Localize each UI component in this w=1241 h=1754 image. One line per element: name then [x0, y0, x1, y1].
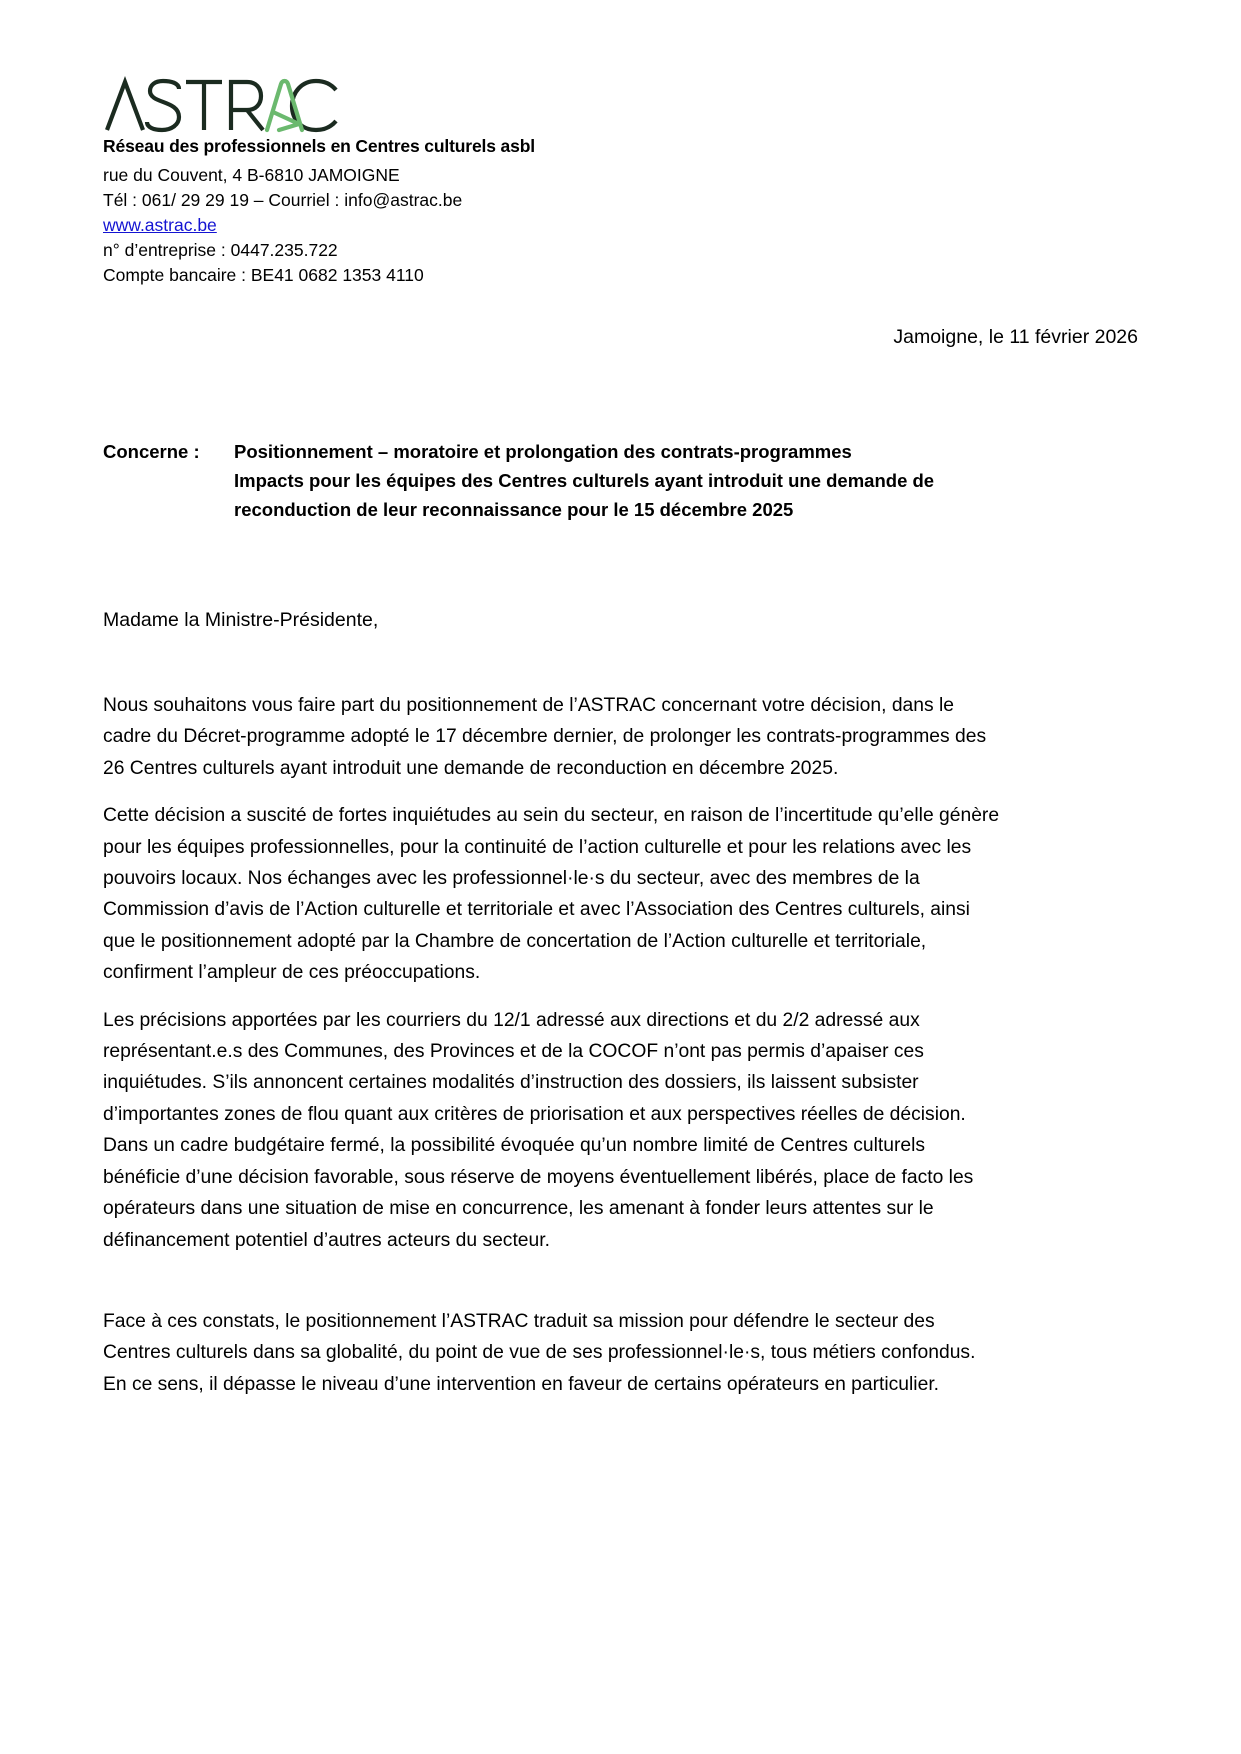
organization-tagline: Réseau des professionnels en Centres culturels asbl	[103, 136, 535, 156]
body-paragraph-2: Cette décision a suscité de fortes inquiétudes au sein du secteur, en raison de l’incertitude qu’elle génère pour les équipes professionnelles, pour la continuité de l’action culturelle et pour les relations avec les pouvoirs locaux. Nos échanges avec les professionnel·le·s du secteur, avec des membres de la Commission d’avis de l’Action culturelle et territoriale et avec l’Association des Centres culturels, ainsi que le positionnement adopté par la Chambre de concertation de l’Action culturelle et territoriale, confirment l’ampleur de ces préoccupations.	[103, 805, 1000, 984]
astrac-logo-icon	[103, 72, 343, 134]
salutation: Madame la Ministre-Présidente,	[103, 609, 379, 631]
website-link[interactable]: www.astrac.be	[103, 215, 217, 235]
subject-label: Concerne :	[103, 441, 200, 462]
website-link-row	[103, 213, 863, 238]
enterprise-number: n° d’entreprise : 0447.235.722	[103, 240, 338, 260]
subject-line-1: Positionnement – moratoire et prolongation des contrats-programmes	[234, 441, 852, 462]
subject-row	[103, 438, 1138, 525]
letterhead	[103, 72, 863, 288]
letter-body	[103, 690, 1001, 1416]
astrac-logo	[103, 72, 863, 134]
date-line: Jamoigne, le 11 février 2026	[893, 326, 1138, 348]
bank-account: Compte bancaire : BE41 0682 1353 4110	[103, 265, 424, 285]
body-paragraph-1: Nous souhaitons vous faire part du positionnement de l’ASTRAC concernant votre décision, dans le cadre du Décret-programme adopté le 17 décembre dernier, de prolonger les contrats-programmes des 26 Centres culturels ayant introduit une demande de reconduction en décembre 2025.	[103, 695, 987, 779]
body-paragraph-3: Les précisions apportées par les courriers du 12/1 adressé aux directions et du 2/2 adressé aux représentant.e.s des Communes, des Provinces et de la COCOF n’ont pas permis d’apaiser ces inquiétudes. S’ils annoncent certaines modalités d’instruction des dossiers, ils laissent subsister d’importantes zones de flou quant aux critères de priorisation et aux perspectives réelles de décision. Dans un cadre budgétaire fermé, la possibilité évoquée qu’un nombre limité de Centres culturels bénéficie d’une décision favorable, sous réserve de moyens éventuellement libérés, place de facto les opérateurs dans une situation de mise en concurrence, les amenant à fonder leurs attentes sur le définancement potentiel d’autres acteurs du secteur.	[103, 1009, 974, 1251]
subject-block	[103, 438, 1138, 525]
address-contact: Tél : 061/ 29 29 19 – Courriel : info@astrac.be	[103, 190, 463, 210]
subject-line-2: Impacts pour les équipes des Centres culturels ayant introduit une demande de	[234, 470, 935, 491]
subject-lines	[234, 438, 1138, 525]
subject-line-3: reconduction de leur reconnaissance pour le 15 décembre 2025	[234, 499, 794, 520]
body-paragraph-4: Face à ces constats, le positionnement l’ASTRAC traduit sa mission pour défendre le secteur des Centres culturels dans sa globalité, du point de vue de ses professionnel·le·s, tous métiers confondus. En ce sens, il dépasse le niveau d’une intervention en faveur de certains opérateurs en particulier.	[103, 1310, 976, 1395]
address-street: rue du Couvent, 4 B-6810 JAMOIGNE	[103, 165, 400, 185]
